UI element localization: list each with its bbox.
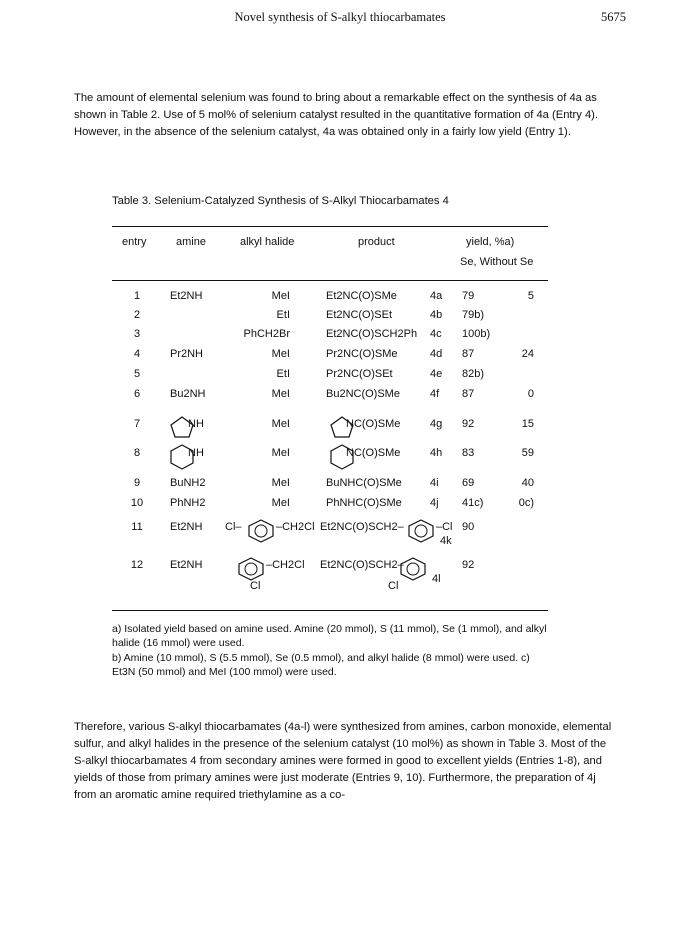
- running-title: Novel synthesis of S-alkyl thiocarbamates: [234, 10, 446, 24]
- row-compound-code: 4l: [432, 573, 441, 585]
- row-compound-code: 4k: [440, 535, 452, 547]
- row-compound-code: 4d: [430, 348, 443, 360]
- row-alkyl-halide-substituent: Cl: [250, 580, 261, 592]
- row-yield-se: 87: [462, 388, 475, 400]
- row-yield-se: 92: [462, 418, 475, 430]
- row-yield-se: 79b): [462, 309, 485, 321]
- row-alkyl-halide: MeI: [271, 497, 290, 509]
- row-compound-code: 4g: [430, 418, 443, 430]
- benzene-ring-halide-11-icon: [246, 518, 276, 544]
- row-alkyl-halide: –CH2Cl: [276, 521, 315, 533]
- header-product: product: [358, 236, 395, 248]
- row-entry: 5: [133, 368, 141, 380]
- row-product: NC(O)SMe: [346, 418, 401, 430]
- intro-paragraph: The amount of elemental selenium was found to bring about a remarkable effect on the synthesis of 4a as shown in Table 2. Use of 5 mol% of selenium catalyst resulted in the quantitative formation of 4a (Entry 4). However, in the absence of the selenium catalyst, 4a was obtained only in a fairly low yield (Entry 1).: [74, 92, 599, 138]
- row-amine: Et2NH: [170, 559, 203, 571]
- header-alkyl-halide: alkyl halide: [240, 236, 295, 248]
- row-product-substituent: Cl: [388, 580, 399, 592]
- row-compound-code: 4a: [430, 290, 443, 302]
- row-entry: 12: [130, 559, 144, 571]
- row-yield-without-se: 24: [521, 348, 534, 360]
- row-alkyl-halide-prefix: Cl–: [225, 521, 242, 533]
- header-entry: entry: [122, 236, 147, 248]
- row-entry: 3: [133, 328, 141, 340]
- row-product: Et2NC(O)SCH2–: [320, 559, 404, 571]
- benzene-ring-halide-12-icon: [236, 556, 266, 582]
- row-entry: 11: [131, 521, 143, 533]
- row-amine: Et2NH: [170, 521, 203, 533]
- row-yield-without-se: 59: [521, 447, 534, 459]
- row-product: NC(O)SMe: [346, 447, 401, 459]
- row-alkyl-halide: MeI: [271, 290, 290, 302]
- row-yield-se: 92: [462, 559, 475, 571]
- running-header: [0, 10, 680, 30]
- row-compound-code: 4b: [430, 309, 443, 321]
- row-entry: 4: [133, 348, 141, 360]
- row-alkyl-halide: EtI: [276, 368, 290, 380]
- piperidine-ring-icon: [168, 443, 196, 471]
- header-yield-sub: Se, Without Se: [460, 256, 534, 268]
- row-product: Et2NC(O)SCH2–: [320, 521, 404, 533]
- row-compound-code: 4c: [430, 328, 442, 340]
- row-entry: 8: [133, 447, 141, 459]
- results-paragraph: Therefore, various S-alkyl thiocarbamates (4a-l) were synthesized from amines, carbon monoxide, elemental sulfur, and alkyl halides in the presence of the selenium catalyst (10 mol%) as shown in Table 3. Most of the S-alkyl thiocarbamates 4 from secondary amines were formed in good to excellent yields (Entries 1-8), and yields of those from primary amines were just moderate (Entries 9, 10). Furthermore, the preparation of 4j from an aromatic amine required triethylamine as a co-: [74, 721, 612, 801]
- table-header-rule: [112, 280, 548, 281]
- row-yield-se: 41c): [462, 497, 484, 509]
- row-compound-code: 4f: [430, 388, 440, 400]
- row-amine: Bu2NH: [170, 388, 206, 400]
- row-product: BuNHC(O)SMe: [326, 477, 402, 489]
- row-amine: NH: [188, 418, 204, 430]
- row-yield-without-se: 15: [521, 418, 534, 430]
- row-product: Pr2NC(O)SEt: [326, 368, 393, 380]
- table-top-rule: [112, 226, 548, 227]
- row-amine: NH: [188, 447, 204, 459]
- row-yield-se: 83: [462, 447, 475, 459]
- row-alkyl-halide: MeI: [271, 477, 290, 489]
- row-yield-se: 79: [462, 290, 475, 302]
- row-compound-code: 4e: [430, 368, 443, 380]
- footnote-a: a) Isolated yield based on amine used. Amine (20 mmol), S (11 mmol), Se (1 mmol), and alkyl halide (16 mmol) were used.: [112, 623, 547, 649]
- row-alkyl-halide: MeI: [271, 447, 290, 459]
- row-alkyl-halide: MeI: [271, 388, 290, 400]
- row-product: PhNHC(O)SMe: [326, 497, 402, 509]
- row-yield-se: 90: [462, 521, 475, 533]
- table-footnotes: [112, 622, 552, 680]
- row-amine: Et2NH: [170, 290, 203, 302]
- row-product: Et2NC(O)SCH2Ph: [326, 328, 418, 340]
- benzene-ring-product-11-icon: [406, 518, 436, 544]
- row-compound-code: 4i: [430, 477, 439, 489]
- piperidine-ring-product-icon: [328, 443, 356, 471]
- row-product: Bu2NC(O)SMe: [326, 388, 400, 400]
- row-alkyl-halide: MeI: [271, 418, 290, 430]
- row-yield-se: 69: [462, 477, 475, 489]
- row-yield-without-se: 40: [521, 477, 534, 489]
- row-entry: 10: [130, 497, 144, 509]
- row-product: Et2NC(O)SEt: [326, 309, 393, 321]
- footnote-bc: b) Amine (10 mmol), S (5.5 mmol), Se (0.5 mmol), and alkyl halide (8 mmol) were used. c) Et3N (50 mmol) and MeI (100 mmol) were used.: [112, 652, 530, 678]
- row-yield-without-se: 0: [527, 388, 534, 400]
- table-caption: Table 3. Selenium-Catalyzed Synthesis of S-Alkyl Thiocarbamates 4: [112, 195, 449, 207]
- row-compound-code: 4h: [430, 447, 443, 459]
- row-yield-without-se: 0c): [518, 497, 534, 509]
- page-number: 5675: [601, 10, 626, 24]
- row-alkyl-halide: PhCH2Br: [243, 328, 290, 340]
- benzene-ring-product-12-icon: [398, 556, 428, 582]
- row-amine: BuNH2: [170, 477, 206, 489]
- row-entry: 6: [133, 388, 141, 400]
- row-entry: 2: [133, 309, 141, 321]
- row-product: Pr2NC(O)SMe: [326, 348, 398, 360]
- row-compound-code: 4j: [430, 497, 439, 509]
- row-yield-without-se: 5: [527, 290, 534, 302]
- row-yield-se: 87: [462, 348, 475, 360]
- row-alkyl-halide: MeI: [271, 348, 290, 360]
- row-amine: PhNH2: [170, 497, 206, 509]
- row-amine: Pr2NH: [170, 348, 204, 360]
- header-yield: yield, %a): [466, 236, 515, 248]
- row-entry: 7: [133, 418, 141, 430]
- table-bottom-rule: [112, 610, 548, 611]
- pyrrolidine-ring-icon: [168, 414, 196, 440]
- row-entry: 9: [133, 477, 141, 489]
- row-alkyl-halide: –CH2Cl: [266, 559, 305, 571]
- row-yield-se: 82b): [462, 368, 485, 380]
- row-yield-se: 100b): [462, 328, 491, 340]
- row-product: Et2NC(O)SMe: [326, 290, 397, 302]
- row-product-suffix: –Cl: [436, 521, 453, 533]
- row-alkyl-halide: EtI: [276, 309, 290, 321]
- header-amine: amine: [176, 236, 206, 248]
- pyrrolidine-ring-product-icon: [328, 414, 356, 440]
- row-entry: 1: [133, 290, 141, 302]
